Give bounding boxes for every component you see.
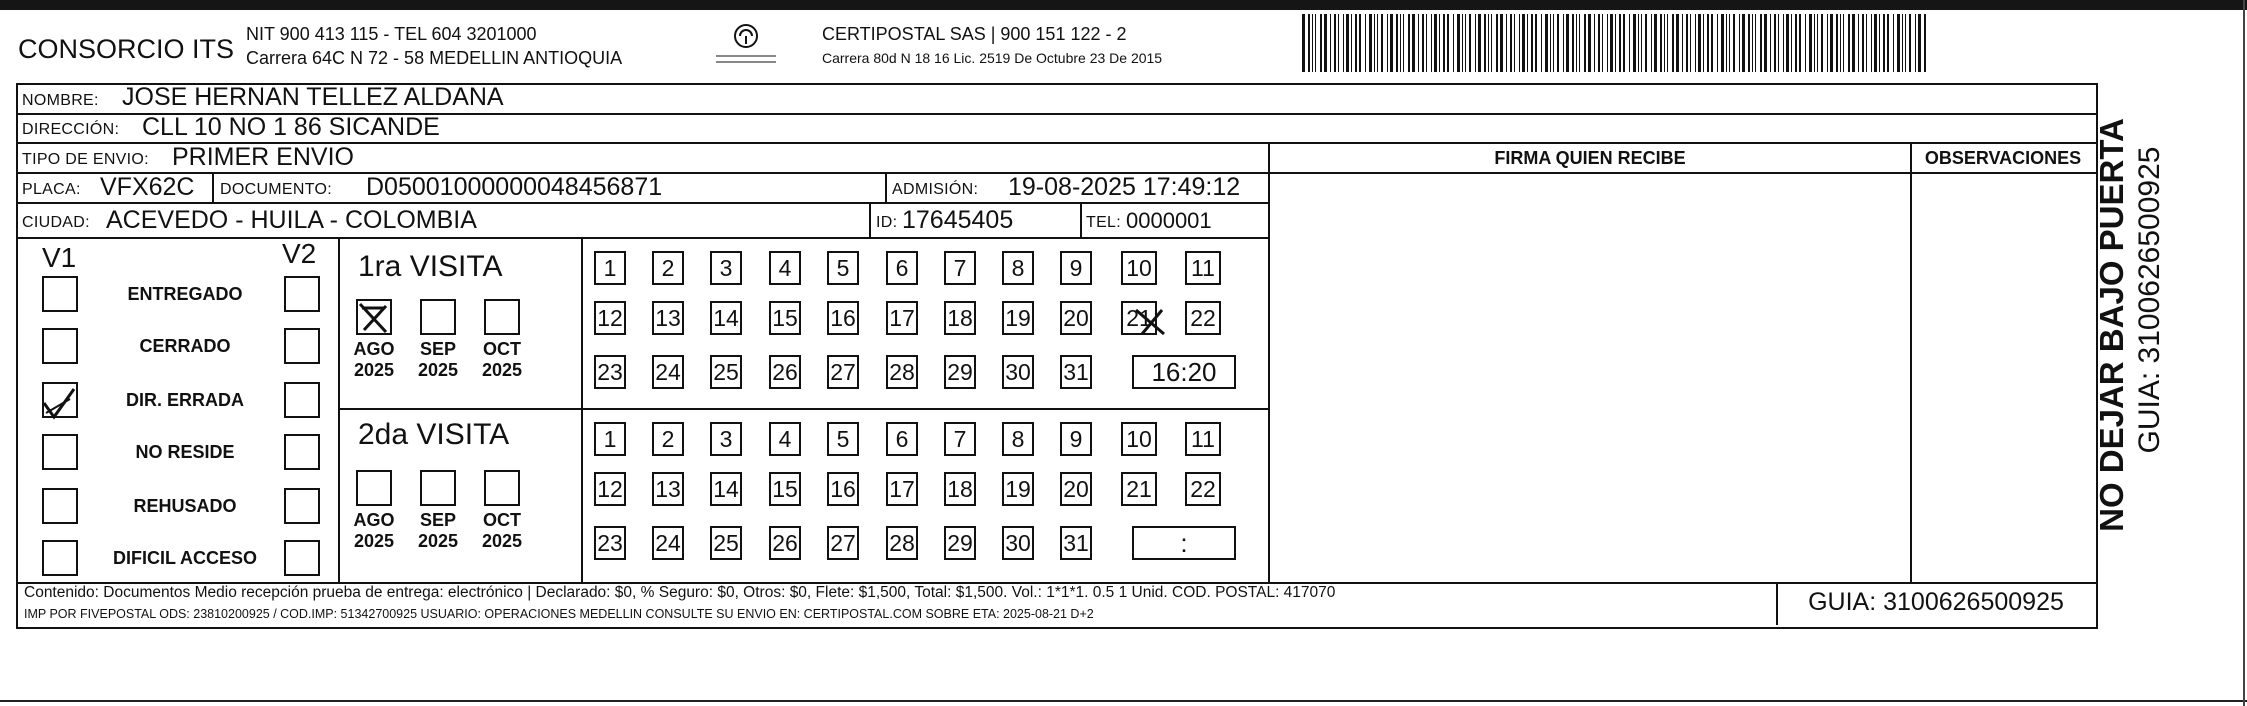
second-visit-day-box[interactable]: 31 [1060, 526, 1092, 560]
tel-value: 0000001 [1126, 208, 1212, 233]
direccion-label: DIRECCIÓN: [22, 121, 120, 138]
barcode-bar [1764, 14, 1767, 72]
barcode-bar [1814, 14, 1815, 72]
v2-checkbox[interactable] [284, 488, 320, 524]
v1-checkbox[interactable] [42, 540, 78, 576]
first-visit-month-label: AGO [353, 339, 395, 359]
v1-header: V1 [42, 242, 77, 273]
side-warning: NO DEJAR BAJO PUERTA [2093, 118, 2130, 532]
first-visit-day-box[interactable]: 7 [944, 251, 976, 285]
nombre-label: NOMBRE: [22, 92, 99, 109]
barcode-bar [1615, 14, 1616, 72]
first-visit-day-box[interactable]: 8 [1002, 251, 1034, 285]
admision-value: 19-08-2025 17:49:12 [1008, 173, 1241, 201]
barcode-bar [1770, 14, 1771, 72]
first-visit-day-box[interactable]: 17 [886, 301, 918, 335]
status-option-label: CERRADO [139, 336, 231, 356]
barcode-bar [1795, 14, 1797, 72]
barcode-bar [1478, 14, 1481, 72]
second-visit-day-box[interactable]: 2 [652, 422, 684, 456]
second-visit-day-box[interactable]: 27 [827, 526, 859, 560]
side-guia: GUIA: 3100626500925 [2133, 146, 2166, 454]
barcode-bar [1638, 14, 1639, 72]
placa-label: PLACA: [22, 181, 81, 198]
first-visit-day-box[interactable]: 11 [1185, 251, 1221, 285]
barcode-bar [1588, 14, 1591, 72]
v2-checkbox[interactable] [284, 276, 320, 312]
barcode-bar [1817, 14, 1818, 72]
barcode-bar [1760, 14, 1762, 72]
second-visit-day-box[interactable]: 9 [1060, 422, 1092, 456]
barcode-bar [1535, 14, 1537, 72]
barcode-bar [1412, 14, 1415, 72]
second-visit-day-box[interactable]: 26 [769, 526, 801, 560]
barcode-bar [1475, 14, 1476, 72]
carrier-name: CERTIPOSTAL SAS | 900 151 122 - 2 [822, 24, 1127, 44]
barcode-bar [1443, 14, 1445, 72]
second-visit-month-checkbox[interactable] [356, 470, 392, 506]
barcode-bar [1660, 14, 1662, 72]
documento-label: DOCUMENTO: [220, 181, 333, 198]
barcode-bar [1645, 14, 1647, 72]
first-visit-day-box[interactable]: 28 [886, 355, 918, 389]
tel-label: TEL: [1086, 214, 1121, 231]
barcode-bar [1594, 14, 1595, 72]
firma-label: FIRMA QUIEN RECIBE [1494, 148, 1686, 168]
barcode-bar [1403, 14, 1404, 72]
barcode-bar [1584, 14, 1586, 72]
barcode-bar [1330, 14, 1331, 72]
barcode-bar [1426, 14, 1427, 72]
documento-value: D05001000000048456871 [366, 173, 663, 201]
second-visit-day-box[interactable]: 15 [769, 472, 801, 506]
second-visit-day-box[interactable]: 23 [594, 526, 626, 560]
second-visit-day-box[interactable]: 1 [594, 422, 626, 456]
barcode-bar [1359, 14, 1361, 72]
second-visit-month-label: AGO [353, 510, 395, 530]
barcode-bar [1840, 14, 1841, 72]
barcode-bar [1346, 14, 1349, 72]
barcode-bar [1755, 14, 1756, 72]
company-address: Carrera 64C N 72 - 58 MEDELLIN ANTIOQUIA [246, 48, 623, 68]
bottom-edge-line [0, 700, 2247, 702]
barcode-bar [1390, 14, 1393, 72]
barcode-bar [1698, 14, 1701, 72]
barcode-bar [1809, 14, 1812, 72]
barcode-bar [1563, 14, 1564, 72]
company-name: CONSORCIO ITS [18, 34, 235, 64]
barcode-bar [1667, 14, 1668, 72]
barcode-bar [1918, 14, 1921, 72]
barcode-bar [1527, 14, 1528, 72]
barcode-bar [1434, 14, 1437, 72]
barcode [1302, 14, 1932, 74]
barcode-bar [1862, 14, 1864, 72]
barcode-bar [1682, 14, 1683, 72]
barcode-bar [1651, 14, 1652, 72]
first-visit-day-box[interactable]: 30 [1002, 355, 1034, 389]
barcode-bar [1381, 14, 1383, 72]
barcode-bar [1484, 14, 1486, 72]
barcode-bar [1312, 14, 1313, 72]
second-visit-year-label: 2025 [481, 531, 523, 551]
v1-checkbox[interactable] [42, 488, 78, 524]
placa-value: VFX62C [100, 173, 195, 201]
barcode-bar [1522, 14, 1525, 72]
second-visit-month-checkbox[interactable] [420, 470, 456, 506]
barcode-bar [1408, 14, 1410, 72]
first-visit-day-box[interactable]: 21 [1121, 301, 1157, 335]
second-visit-day-box[interactable]: 13 [652, 472, 684, 506]
second-visit-year-label: 2025 [353, 531, 395, 551]
barcode-bar [1422, 14, 1424, 72]
barcode-bar [1377, 14, 1378, 72]
status-option-label: NO RESIDE [135, 442, 235, 462]
second-visit-day-box[interactable]: 24 [652, 526, 684, 560]
barcode-bar [1721, 14, 1724, 72]
barcode-bar [1799, 14, 1801, 72]
barcode-bar [1431, 14, 1432, 72]
second-visit-day-box[interactable]: 18 [944, 472, 976, 506]
barcode-bar [1915, 14, 1916, 72]
barcode-bar [1821, 14, 1823, 72]
ciudad-label: CIUDAD: [22, 214, 90, 231]
status-option-label: REHUSADO [133, 496, 237, 516]
first-visit-year-label: 2025 [353, 360, 395, 380]
barcode-bar [1909, 14, 1911, 72]
v2-checkbox[interactable] [284, 434, 320, 470]
first-visit-day-box[interactable]: 16 [827, 301, 859, 335]
first-visit-month-label: OCT [483, 339, 521, 359]
barcode-bar [1453, 14, 1454, 72]
second-visit-day-box[interactable]: 16 [827, 472, 859, 506]
barcode-bar [1500, 14, 1503, 72]
barcode-bar [1848, 14, 1850, 72]
barcode-bar [1387, 14, 1388, 72]
second-visit-month-checkbox[interactable] [484, 470, 520, 506]
v1-checkbox[interactable] [42, 328, 78, 364]
first-visit-day-box[interactable]: 2 [652, 251, 684, 285]
barcode-bar [1711, 14, 1713, 72]
barcode-bar [1905, 14, 1906, 72]
barcode-bar [1893, 14, 1894, 72]
barcode-bar [1514, 14, 1515, 72]
second-visit-day-box[interactable]: 20 [1060, 472, 1092, 506]
barcode-bar [1496, 14, 1498, 72]
right-edge-line [2243, 0, 2245, 706]
first-visit-day-box[interactable]: 20 [1060, 301, 1092, 335]
barcode-bar [1572, 14, 1574, 72]
first-visit-year-label: 2025 [417, 360, 459, 380]
v2-checkbox[interactable] [284, 540, 320, 576]
barcode-bar [1488, 14, 1489, 72]
company-nit: NIT 900 413 115 - TEL 604 3201000 [246, 24, 537, 44]
status-option-label: ENTREGADO [127, 284, 243, 304]
second-visit-day-box[interactable]: 22 [1185, 472, 1221, 506]
barcode-bar [1883, 14, 1885, 72]
second-visit-day-box[interactable]: 28 [886, 526, 918, 560]
first-visit-day-box[interactable]: 15 [769, 301, 801, 335]
barcode-bar [1717, 14, 1718, 72]
v2-checkbox[interactable] [284, 382, 320, 418]
second-visit-day-box[interactable]: 30 [1002, 526, 1034, 560]
barcode-bar [1843, 14, 1844, 72]
first-visit-day-box[interactable]: 3 [710, 251, 742, 285]
second-visit-year-label: 2025 [417, 531, 459, 551]
barcode-bar [1598, 14, 1600, 72]
second-visit-day-box[interactable]: 14 [710, 472, 742, 506]
ciudad-value: ACEVEDO - HUILA - COLOMBIA [106, 206, 477, 234]
barcode-bar [1695, 14, 1696, 72]
barcode-bar [1607, 14, 1608, 72]
first-visit-month-checkbox[interactable] [420, 299, 456, 335]
barcode-bar [1447, 14, 1449, 72]
barcode-bar [1805, 14, 1806, 72]
barcode-bar [1874, 14, 1877, 72]
v2-header: V2 [282, 238, 317, 269]
barcode-bar [1308, 14, 1310, 72]
barcode-bar [1338, 14, 1339, 72]
barcode-bar [1566, 14, 1569, 72]
second-visit-day-box[interactable]: 7 [944, 422, 976, 456]
tipo-envio-value: PRIMER ENVIO [172, 143, 354, 171]
barcode-bar [1351, 14, 1352, 72]
first-visit-day-box[interactable]: 18 [944, 301, 976, 335]
second-visit-day-box[interactable]: 19 [1002, 472, 1034, 506]
first-visit-day-box[interactable]: 26 [769, 355, 801, 389]
second-visit-month-label: OCT [483, 510, 521, 530]
recipient-address: CLL 10 NO 1 86 SICANDE [142, 113, 440, 141]
second-visit-day-box[interactable]: 5 [827, 422, 859, 456]
barcode-bar [1676, 14, 1679, 72]
second-visit-day-box[interactable]: 25 [710, 526, 742, 560]
v1-checkbox[interactable] [42, 434, 78, 470]
first-visit-day-box[interactable]: 4 [769, 251, 801, 285]
barcode-bar [1491, 14, 1492, 72]
barcode-bar [1690, 14, 1691, 72]
barcode-bar [1871, 14, 1872, 72]
status-option-label: DIR. ERRADA [125, 390, 244, 410]
first-visit-day-box[interactable]: 5 [827, 251, 859, 285]
barcode-bar [1641, 14, 1642, 72]
barcode-bar [1748, 14, 1750, 72]
barcode-bar [1887, 14, 1889, 72]
barcode-bar [1664, 14, 1665, 72]
barcode-bar [1879, 14, 1880, 72]
barcode-bar [1827, 14, 1828, 72]
barcode-bar [1553, 14, 1554, 72]
barcode-bar [1703, 14, 1704, 72]
first-visit-day-box[interactable]: 6 [886, 251, 918, 285]
second-visit-day-box[interactable]: 29 [944, 526, 976, 560]
second-visit-time-box[interactable]: : [1132, 526, 1236, 560]
barcode-bar [1374, 14, 1375, 72]
barcode-bar [1576, 14, 1577, 72]
barcode-bar [1334, 14, 1336, 72]
barcode-bar [1400, 14, 1401, 72]
v1-checkbox[interactable] [42, 276, 78, 312]
first-visit-day-box[interactable]: 23 [594, 355, 626, 389]
footer-contents: Contenido: Documentos Medio recepción prueba de entrega: electrónico | Declarado: $0, % Seguro: $0, Otros: $0, Flete: $1,500, Total: $1,500. Vol.: 1*1*1. 0.5 1 Unid. COD. POSTAL: 417070 [24, 584, 1336, 601]
barcode-bar [1418, 14, 1419, 72]
barcode-bar [1369, 14, 1372, 72]
second-visit-day-box[interactable]: 3 [710, 422, 742, 456]
barcode-bar [1752, 14, 1753, 72]
barcode-bar [1733, 14, 1735, 72]
barcode-bar [1629, 14, 1630, 72]
barcode-bar [1633, 14, 1636, 72]
first-visit-day-box[interactable]: 29 [944, 355, 976, 389]
barcode-bar [1623, 14, 1625, 72]
first-visit-month-checkbox[interactable] [484, 299, 520, 335]
first-visit-day-box[interactable]: 24 [652, 355, 684, 389]
first-visit-day-box[interactable]: 25 [710, 355, 742, 389]
first-visit-day-box[interactable]: 22 [1185, 301, 1221, 335]
second-visit-day-box[interactable]: 12 [594, 472, 626, 506]
first-visit-year-label: 2025 [481, 360, 523, 380]
barcode-bar [1465, 14, 1466, 72]
second-visit-day-box[interactable]: 10 [1121, 422, 1157, 456]
status-option-label: DIFICIL ACCESO [112, 548, 257, 568]
barcode-bar [1858, 14, 1859, 72]
barcode-bar [1506, 14, 1507, 72]
v1-checkbox[interactable] [42, 382, 78, 418]
first-visit-day-box[interactable]: 31 [1060, 355, 1092, 389]
barcode-bar [1729, 14, 1730, 72]
barcode-bar [1579, 14, 1580, 72]
barcode-bar [1439, 14, 1440, 72]
barcode-bar [1396, 14, 1398, 72]
top-edge-bar [0, 0, 2247, 10]
barcode-bar [1619, 14, 1621, 72]
second-visit-month-label: SEP [419, 510, 457, 530]
barcode-bar [1324, 14, 1327, 72]
id-label: ID: [876, 214, 898, 231]
second-visit-day-box[interactable]: 21 [1121, 472, 1157, 506]
barcode-bar [1866, 14, 1867, 72]
barcode-bar [1510, 14, 1512, 72]
barcode-bar [1557, 14, 1559, 72]
barcode-bar [1654, 14, 1657, 72]
footer-imp-info: IMP POR FIVEPOSTAL ODS: 23810200925 / COD.IMP: 51342700925 USUARIO: OPERACIONES MEDELLIN CONSULTE SU ENVIO EN: CERTIPOSTAL.COM SOBRE ETA: 2025-08-21 D+2 [24, 607, 1094, 621]
barcode-bar [1602, 14, 1603, 72]
barcode-bar [1783, 14, 1784, 72]
barcode-bar [1469, 14, 1471, 72]
barcode-bar [1355, 14, 1357, 72]
first-visit-day-box[interactable]: 13 [652, 301, 684, 335]
first-visit-day-box[interactable]: 14 [710, 301, 742, 335]
barcode-bar [1457, 14, 1460, 72]
barcode-bar [1707, 14, 1709, 72]
v2-checkbox[interactable] [284, 328, 320, 364]
recipient-name: JOSE HERNAN TELLEZ ALDANA [122, 83, 504, 111]
barcode-bar [1686, 14, 1688, 72]
certipostal-logo [708, 22, 784, 70]
first-visit-day-box[interactable]: 9 [1060, 251, 1092, 285]
tipo-envio-label: TIPO DE ENVIO: [22, 151, 149, 168]
barcode-bar [1836, 14, 1838, 72]
first-visit-title: 1ra VISITA [358, 250, 503, 283]
first-visit-month-label: SEP [419, 339, 457, 359]
barcode-bar [1786, 14, 1789, 72]
barcode-bar [1739, 14, 1740, 72]
observaciones-label: OBSERVACIONES [1924, 148, 2082, 168]
admision-label: ADMISIÓN: [892, 181, 979, 198]
first-visit-day-box[interactable]: 19 [1002, 301, 1034, 335]
first-visit-day-box[interactable]: 10 [1121, 251, 1157, 285]
barcode-bar [1462, 14, 1463, 72]
second-visit-day-box[interactable]: 17 [886, 472, 918, 506]
barcode-bar [1545, 14, 1548, 72]
barcode-bar [1550, 14, 1551, 72]
footer-guia: GUIA: 3100626500925 [1808, 588, 2064, 616]
barcode-bar [1897, 14, 1900, 72]
barcode-bar [1726, 14, 1727, 72]
barcode-bar [1778, 14, 1779, 72]
second-visit-title: 2da VISITA [358, 418, 510, 451]
second-visit-day-box[interactable]: 11 [1185, 422, 1221, 456]
carrier-license: Carrera 80d N 18 16 Lic. 2519 De Octubre 23 De 2015 [822, 50, 1163, 66]
id-value: 17645405 [902, 206, 1014, 234]
barcode-bar [1365, 14, 1366, 72]
first-visit-day-box[interactable]: 12 [594, 301, 626, 335]
first-visit-day-box[interactable]: 1 [594, 251, 626, 285]
barcode-bar [1315, 14, 1316, 72]
barcode-bar [1531, 14, 1533, 72]
second-visit-day-box[interactable]: 8 [1002, 422, 1034, 456]
barcode-bar [1742, 14, 1745, 72]
barcode-bar [1610, 14, 1613, 72]
barcode-bar [1343, 14, 1344, 72]
barcode-bar [1320, 14, 1322, 72]
barcode-bar [1672, 14, 1674, 72]
barcode-bar [1902, 14, 1903, 72]
second-visit-day-box[interactable]: 4 [769, 422, 801, 456]
barcode-bar [1852, 14, 1855, 72]
first-visit-day-box[interactable]: 27 [827, 355, 859, 389]
barcode-bar [1924, 14, 1926, 72]
barcode-bar [1541, 14, 1542, 72]
first-visit-time-box[interactable]: 16:20 [1132, 355, 1236, 389]
second-visit-day-box[interactable]: 6 [886, 422, 918, 456]
barcode-bar [1519, 14, 1520, 72]
barcode-bar [1791, 14, 1792, 72]
barcode-bar [1302, 14, 1305, 72]
barcode-bar [1830, 14, 1833, 72]
first-visit-month-checkbox[interactable] [356, 299, 392, 335]
barcode-bar [1774, 14, 1776, 72]
